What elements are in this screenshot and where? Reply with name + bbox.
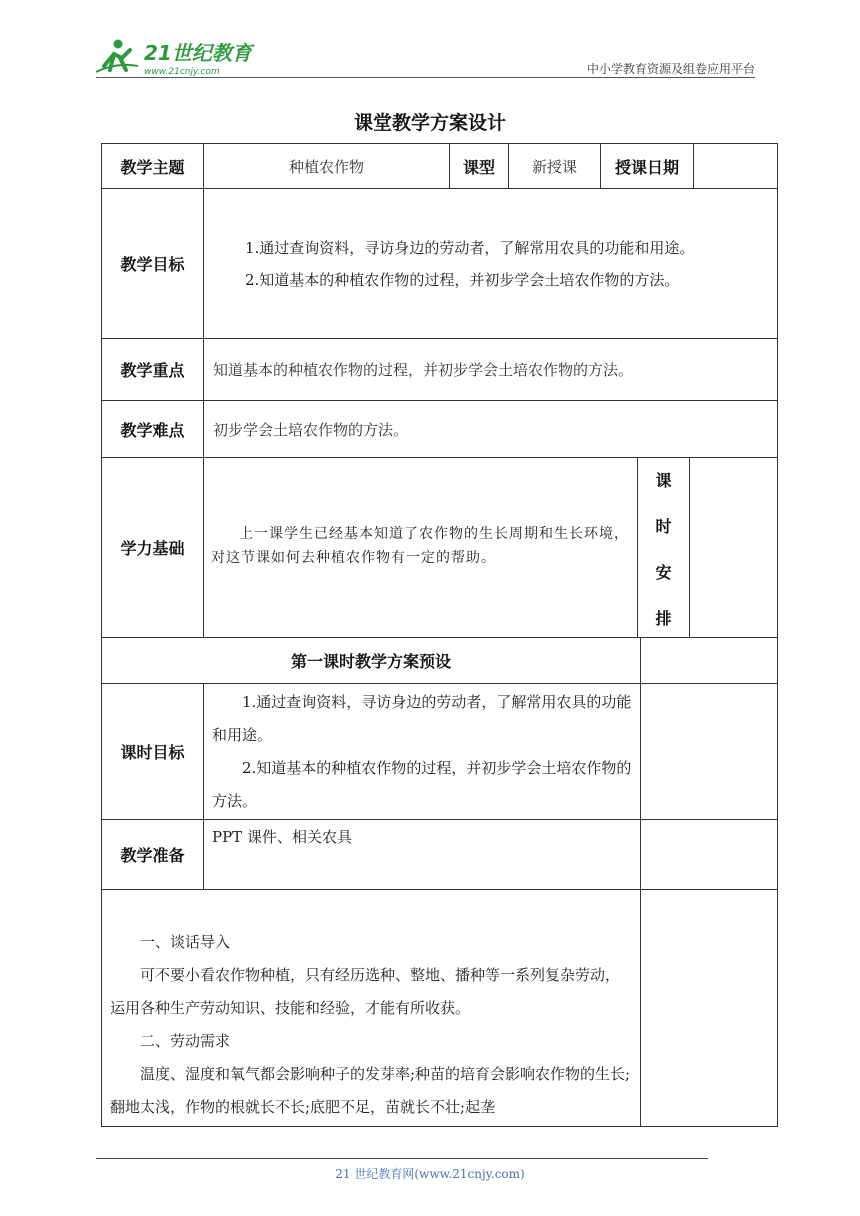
goals-label: 教学目标 <box>120 255 185 274</box>
goal-item: 2.知道基本的种植农作物的过程，并初步学会土培农作物的方法。 <box>245 271 680 289</box>
type-value: 新授课 <box>531 157 577 176</box>
lesson-goal-item: 1.通过查询资料，寻访身边的劳动者，了解常用农具的功能和用途。 <box>212 693 632 744</box>
runner-icon <box>96 40 138 73</box>
date-label: 授课日期 <box>614 157 679 177</box>
header-divider <box>96 77 755 78</box>
preparation-value: PPT 课件、相关农具 <box>212 828 352 846</box>
goals-list <box>215 232 770 296</box>
difficulty-label: 教学难点 <box>120 420 185 440</box>
difficulty-value: 初步学会土培农作物的方法。 <box>213 420 409 439</box>
key-point-value: 知道基本的种植农作物的过程，并初步学会土培农作物的方法。 <box>213 361 634 379</box>
goal-item: 1.通过查询资料，寻访身边的劳动者，了解常用农具的功能和用途。 <box>245 239 695 257</box>
foundation-value: 上一课学生已经基本知道了农作物的生长周期和生长环境，对这节课如何去种植农作物有一定的帮助。 <box>211 526 629 566</box>
platform-name: 中小学教育资源及组卷应用平台 <box>586 62 755 76</box>
key-point-label: 教学重点 <box>120 361 185 380</box>
process-heading: 一、谈话导入 <box>140 933 231 951</box>
process-heading: 二、劳动需求 <box>140 1032 231 1050</box>
svg-text:www.21cnjy.com: www.21cnjy.com <box>144 67 220 77</box>
lesson-goals-label: 课时目标 <box>120 743 185 762</box>
lesson1-heading: 第一课时教学方案预设 <box>290 652 451 671</box>
preparation-label: 教学准备 <box>120 846 185 865</box>
teaching-process <box>110 926 634 1124</box>
topic-value: 种植农作物 <box>288 157 364 176</box>
lesson-goals-list <box>212 686 635 818</box>
date-value <box>694 144 777 188</box>
site-logo <box>96 36 271 78</box>
process-paragraph: 可不要小看农作物种植，只有经历选种、整地、播种等一系列复杂劳动，运用各种生产劳动知识、技能和经验，才能有所收获。 <box>110 966 621 1017</box>
type-label: 课型 <box>462 157 495 177</box>
topic-label: 教学主题 <box>120 157 185 177</box>
footer-link[interactable]: 21 世纪教育网(www.21cnjy.com) <box>335 1167 525 1181</box>
schedule-label: 课 时 安 排 <box>655 471 672 628</box>
foundation-label: 学力基础 <box>120 539 185 558</box>
process-paragraph: 温度、湿度和氧气都会影响种子的发芽率;种苗的培育会影响农作物的生长;翻地太浅，作物的根就长不长;底肥不足，苗就长不壮;起垄 <box>110 1065 631 1116</box>
footer-divider <box>96 1158 708 1159</box>
lesson-goal-item: 2.知道基本的种植农作物的过程，并初步学会土培农作物的方法。 <box>212 759 632 810</box>
svg-text:21世纪教育: 21世纪教育 <box>144 41 252 65</box>
document-title: 课堂教学方案设计 <box>353 112 506 134</box>
